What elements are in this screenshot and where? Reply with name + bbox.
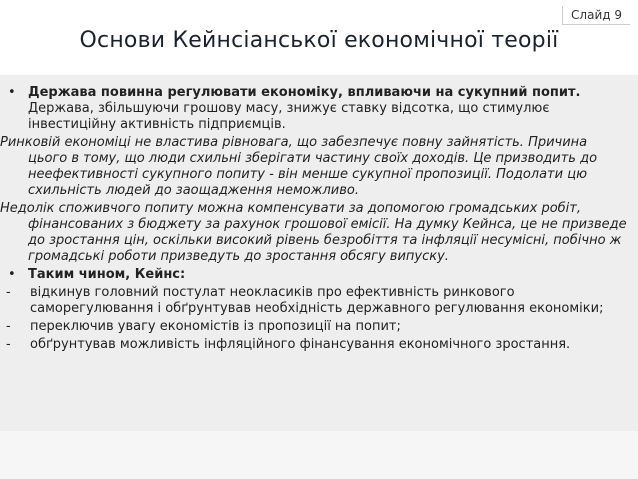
paragraph-market-equilibrium: Ринковій економіці не властива рівновага, що забезпечує повну зайнятість. Причина цього в тому, що люди схильні зберігати частину своїх доходів. Це призводить до неефективності сукупного попиту - він менше сукупної пропозиції. Подолати цю схильність людей до заощадження неможливо. — [0, 135, 598, 198]
slide-footer-band — [0, 431, 638, 479]
dash-marker: - — [6, 337, 11, 352]
list-item-text: обґрунтував можливість інфляційного фінансування економічного зростання. — [30, 337, 571, 352]
paragraph-body: Держава, збільшуючи грошову масу, знижує ставку відсотка, що стимулює інвестиційну активність підприємців. — [28, 101, 550, 132]
list-item-text: відкинув головний постулат неокласиків про ефективність ринкового саморегулювання і обґрунтував необхідність державного регулювання економіки; — [30, 285, 604, 316]
paragraph-public-works: Недолік споживчого попиту можна компенсувати за допомогою громадських робіт, фінансованих з бюджету за рахунок грошової емісії. На думку Кейнса, це не призведе до зростання цін, оскільки високий рівень безробіття та інфляції несумісні, побічно ж громадські роботи призведуть до зростання обсягу випуску. — [0, 201, 627, 264]
paragraph-lead: Держава повинна регулювати економіку, впливаючи на сукупний попит. — [28, 85, 581, 100]
dash-marker: - — [6, 285, 11, 300]
list-item-text: переключив увагу економістів із пропозиції на попит; — [30, 319, 401, 334]
slide-content — [0, 75, 638, 431]
bullet-marker: • — [8, 85, 16, 100]
bullet-marker: • — [8, 267, 16, 282]
list-item — [0, 337, 630, 353]
list-item — [0, 319, 630, 335]
dash-marker: - — [6, 319, 11, 334]
paragraph-state-regulation — [0, 85, 630, 133]
conclusion-heading: Таким чином, Кейнс: — [28, 267, 186, 282]
slide-title: Основи Кейнсіанської економічної теорії — [79, 28, 559, 53]
slide-number: Слайд 9 — [562, 6, 630, 25]
list-item — [0, 285, 630, 317]
paragraph-conclusion-heading — [0, 267, 630, 283]
